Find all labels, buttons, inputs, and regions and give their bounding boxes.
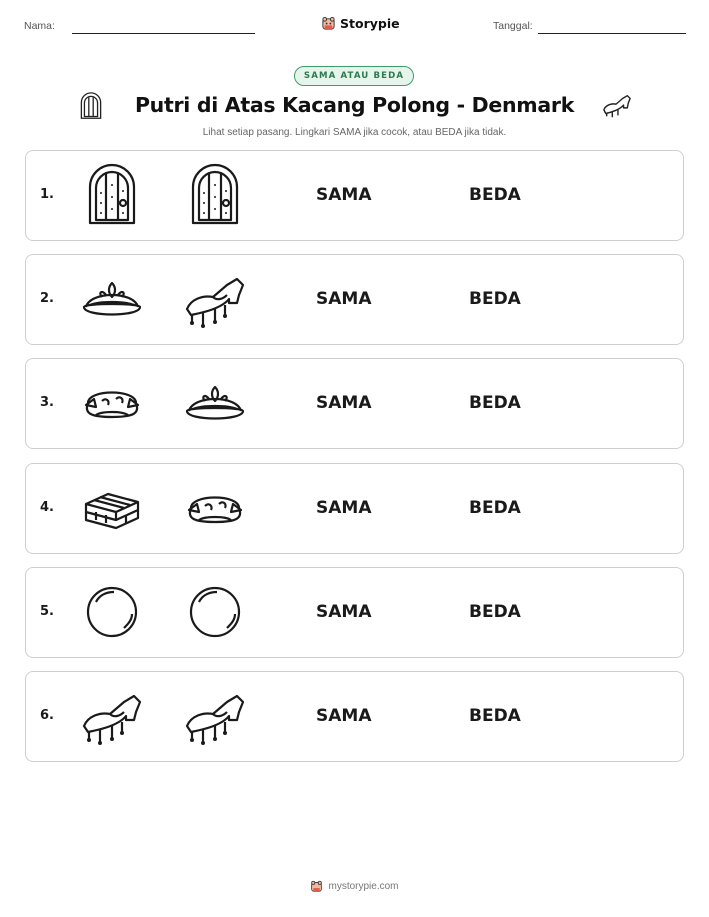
question-row	[25, 254, 684, 345]
footer-url: mystorypie.com	[328, 881, 399, 892]
date-label: Tanggal:	[493, 20, 533, 32]
mascot-icon	[321, 16, 336, 31]
title-row	[0, 91, 709, 125]
worksheet-header	[0, 16, 709, 40]
footer	[0, 880, 709, 893]
glass-slipper-icon	[80, 684, 144, 748]
date-line	[538, 33, 686, 34]
option-same[interactable]: SAMA	[316, 289, 372, 310]
name-label: Nama:	[24, 20, 55, 32]
brand-name: Storypie	[340, 16, 400, 31]
glass-slipper-icon	[601, 91, 633, 125]
question-number: 3.	[40, 395, 54, 411]
door-icon	[183, 163, 247, 227]
question-number: 5.	[40, 603, 54, 619]
question-number: 4.	[40, 499, 54, 515]
name-line	[72, 33, 255, 34]
question-number: 1.	[40, 187, 54, 202]
door-icon	[80, 163, 144, 227]
brand-logo	[321, 16, 400, 31]
option-same[interactable]: SAMA	[316, 706, 372, 726]
question-number: 6.	[40, 708, 54, 723]
option-same[interactable]: SAMA	[316, 393, 372, 414]
page-title: Putri di Atas Kacang Polong - Denmark	[134, 93, 575, 117]
question-row	[25, 671, 684, 762]
option-same[interactable]: SAMA	[316, 601, 372, 622]
activity-badge: SAMA ATAU BEDA	[294, 66, 414, 86]
option-different[interactable]: BEDA	[469, 393, 521, 414]
option-same[interactable]: SAMA	[316, 185, 372, 205]
question-row	[25, 463, 684, 554]
glass-slipper-icon	[183, 267, 247, 331]
cushion-icon	[183, 476, 247, 540]
crown-icon	[80, 267, 144, 331]
pea-icon	[183, 580, 247, 644]
option-different[interactable]: BEDA	[469, 706, 521, 726]
question-number: 2.	[40, 291, 54, 307]
cushion-icon	[80, 371, 144, 435]
mattress-stack-icon	[80, 476, 144, 540]
option-different[interactable]: BEDA	[469, 601, 521, 622]
option-same[interactable]: SAMA	[316, 497, 372, 518]
option-different[interactable]: BEDA	[469, 289, 521, 310]
crown-icon	[183, 371, 247, 435]
glass-slipper-icon	[183, 684, 247, 748]
mascot-icon	[310, 880, 323, 893]
option-different[interactable]: BEDA	[469, 497, 521, 518]
question-row	[25, 567, 684, 658]
pea-icon	[80, 580, 144, 644]
question-row	[25, 150, 684, 241]
question-row	[25, 358, 684, 449]
instructions: Lihat setiap pasang. Lingkari SAMA jika cocok, atau BEDA jika tidak.	[202, 127, 507, 138]
option-different[interactable]: BEDA	[469, 185, 521, 205]
